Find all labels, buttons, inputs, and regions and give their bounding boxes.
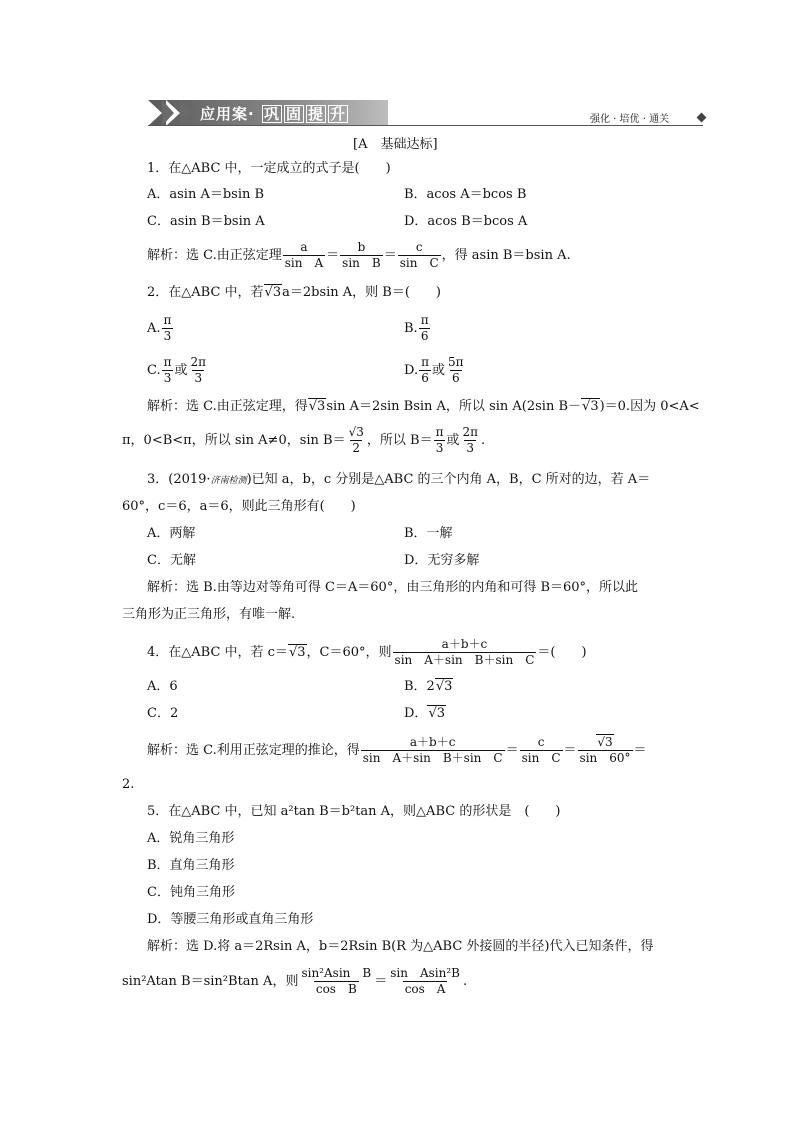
q1-option-b: B．acos A＝bcos B [404, 187, 527, 202]
q5-option-b: B．直角三角形 [147, 858, 235, 873]
q4-option-c: C．2 [147, 706, 179, 721]
header-title: 应用案· 巩 固 提 升 [200, 105, 347, 123]
q4-solution-tail: 2. [122, 777, 135, 792]
q2-option-b: B. $\frac{\pi}{6}$ [404, 313, 429, 343]
q2-solution-line1: 解析：选 C.由正弦定理，得√ 3sin A＝2sin Bsin A，所以 sin A(2sin B－√ 3)＝0.因为 0<A< [147, 398, 700, 416]
chevron-icon [180, 100, 192, 126]
q5-option-d: D．等腰三角形或直角三角形 [147, 912, 314, 927]
q5-solution-line1: 解析：选 D.将 a＝2Rsin A，b＝2Rsin B(R 为△ABC 外接圆的半径)代入已知条件，得 [147, 939, 654, 954]
q3-option-a: A．两解 [147, 526, 196, 541]
header-rule [148, 125, 703, 126]
q1-option-c: C．asin B＝bsin A [147, 214, 265, 229]
header-tagline: 强化 · 培优 · 通关 [590, 114, 670, 125]
q5-stem: 5．在△ABC 中，已知 a²tan B＝b²tan A，则△ABC 的形状是 ( ) [147, 804, 561, 819]
fraction: $\frac{a}{\text{sin A}}$ [284, 240, 324, 270]
fraction: $\frac{c}{\text{sin C}}$ [399, 240, 439, 270]
q5-solution-line2: sin²Atan B＝sin²Btan A，则 $\frac{\text{sin²Asin B}}{\text{cos B}}$ ＝ $\frac{\text{sin Asin²B}}{\text{cos A}}$ . [122, 966, 468, 996]
source-tag: 济南检测 [210, 476, 247, 486]
section-title: [A 基础达标] [353, 137, 438, 152]
q3-option-d: D．无穷多解 [404, 553, 480, 568]
q4-option-b: B．2√ 3 [404, 678, 453, 696]
q4-solution: 解析：选 C.利用正弦定理的推论，得 $\frac{a+b+c}{\text{sin A＋sin B＋sin C}}$ ＝ $\frac{c}{\text{sin C}}$ ＝ √ $\frac{3}{\sin 60^\circ}$ ＝ [147, 734, 647, 768]
q3-solution-line1: 解析：选 B.由等边对等角可得 C＝A＝60°，由三角形的内角和可得 B＝60°，所以此 [147, 580, 639, 595]
q4-stem: 4．在△ABC 中，若 c＝√ 3，C＝60°，则 $\frac{a+b+c}{\text{sin A＋sin B＋sin C}}$ ＝( ) [147, 636, 587, 670]
q1-solution: 解析：选 C.由正弦定理 $\frac{a}{\text{sin A}}$ ＝ $\frac{b}{\text{sin B}}$ ＝ $\frac{c}{\text{sin C}}$ ，得 asin B＝bsin A. [147, 240, 571, 270]
q1-stem: 1．在△ABC 中，一定成立的式子是( ) [147, 161, 391, 176]
q3-stem-line1: 3．(2019·济南检测)已知 a，b，c 分别是△ABC 的三个内角 A，B，C 所对的边，若 A＝ [147, 472, 651, 487]
q5-option-a: A．锐角三角形 [147, 831, 235, 846]
q1-option-a: A．asin A＝bsin B [147, 187, 265, 202]
chevron-icon [162, 100, 174, 126]
q5-option-c: C．钝角三角形 [147, 885, 235, 900]
q2-option-c: C. $\frac{\pi}{3}$ 或 $\frac{2\pi}{3}$ [147, 355, 207, 385]
q2-option-a: A. $\frac{\pi}{3}$ [147, 313, 172, 343]
q1-option-d: D．acos B＝bcos A [404, 214, 528, 229]
q2-stem: 2．在△ABC 中，若√ 3a＝2bsin A，则 B＝( ) [147, 284, 441, 302]
q3-option-c: C．无解 [147, 553, 196, 568]
chevron-icon [148, 100, 162, 126]
q4-option-d: D．√ 3 [404, 705, 446, 723]
q3-solution-line2: 三角形为正三角形，有唯一解. [122, 607, 296, 622]
fraction: $\frac{b}{\text{sin B}}$ [342, 240, 381, 270]
q4-option-a: A．6 [147, 679, 178, 694]
q2-solution-line2: π，0<B<π，所以 sin A≠0，sin B＝ $\frac{√3}{2}$ ，所以 B＝ $\frac{\pi}{3}$ 或 $\frac{2\pi}{3}$ . [122, 425, 486, 455]
q3-stem-line2: 60°，c＝6，a＝6，则此三角形有( ) [122, 499, 356, 514]
q3-option-b: B．一解 [404, 526, 453, 541]
q2-option-d: D. $\frac{\pi}{6}$ 或 $\frac{5\pi}{6}$ [404, 355, 464, 385]
diamond-icon [697, 113, 707, 123]
